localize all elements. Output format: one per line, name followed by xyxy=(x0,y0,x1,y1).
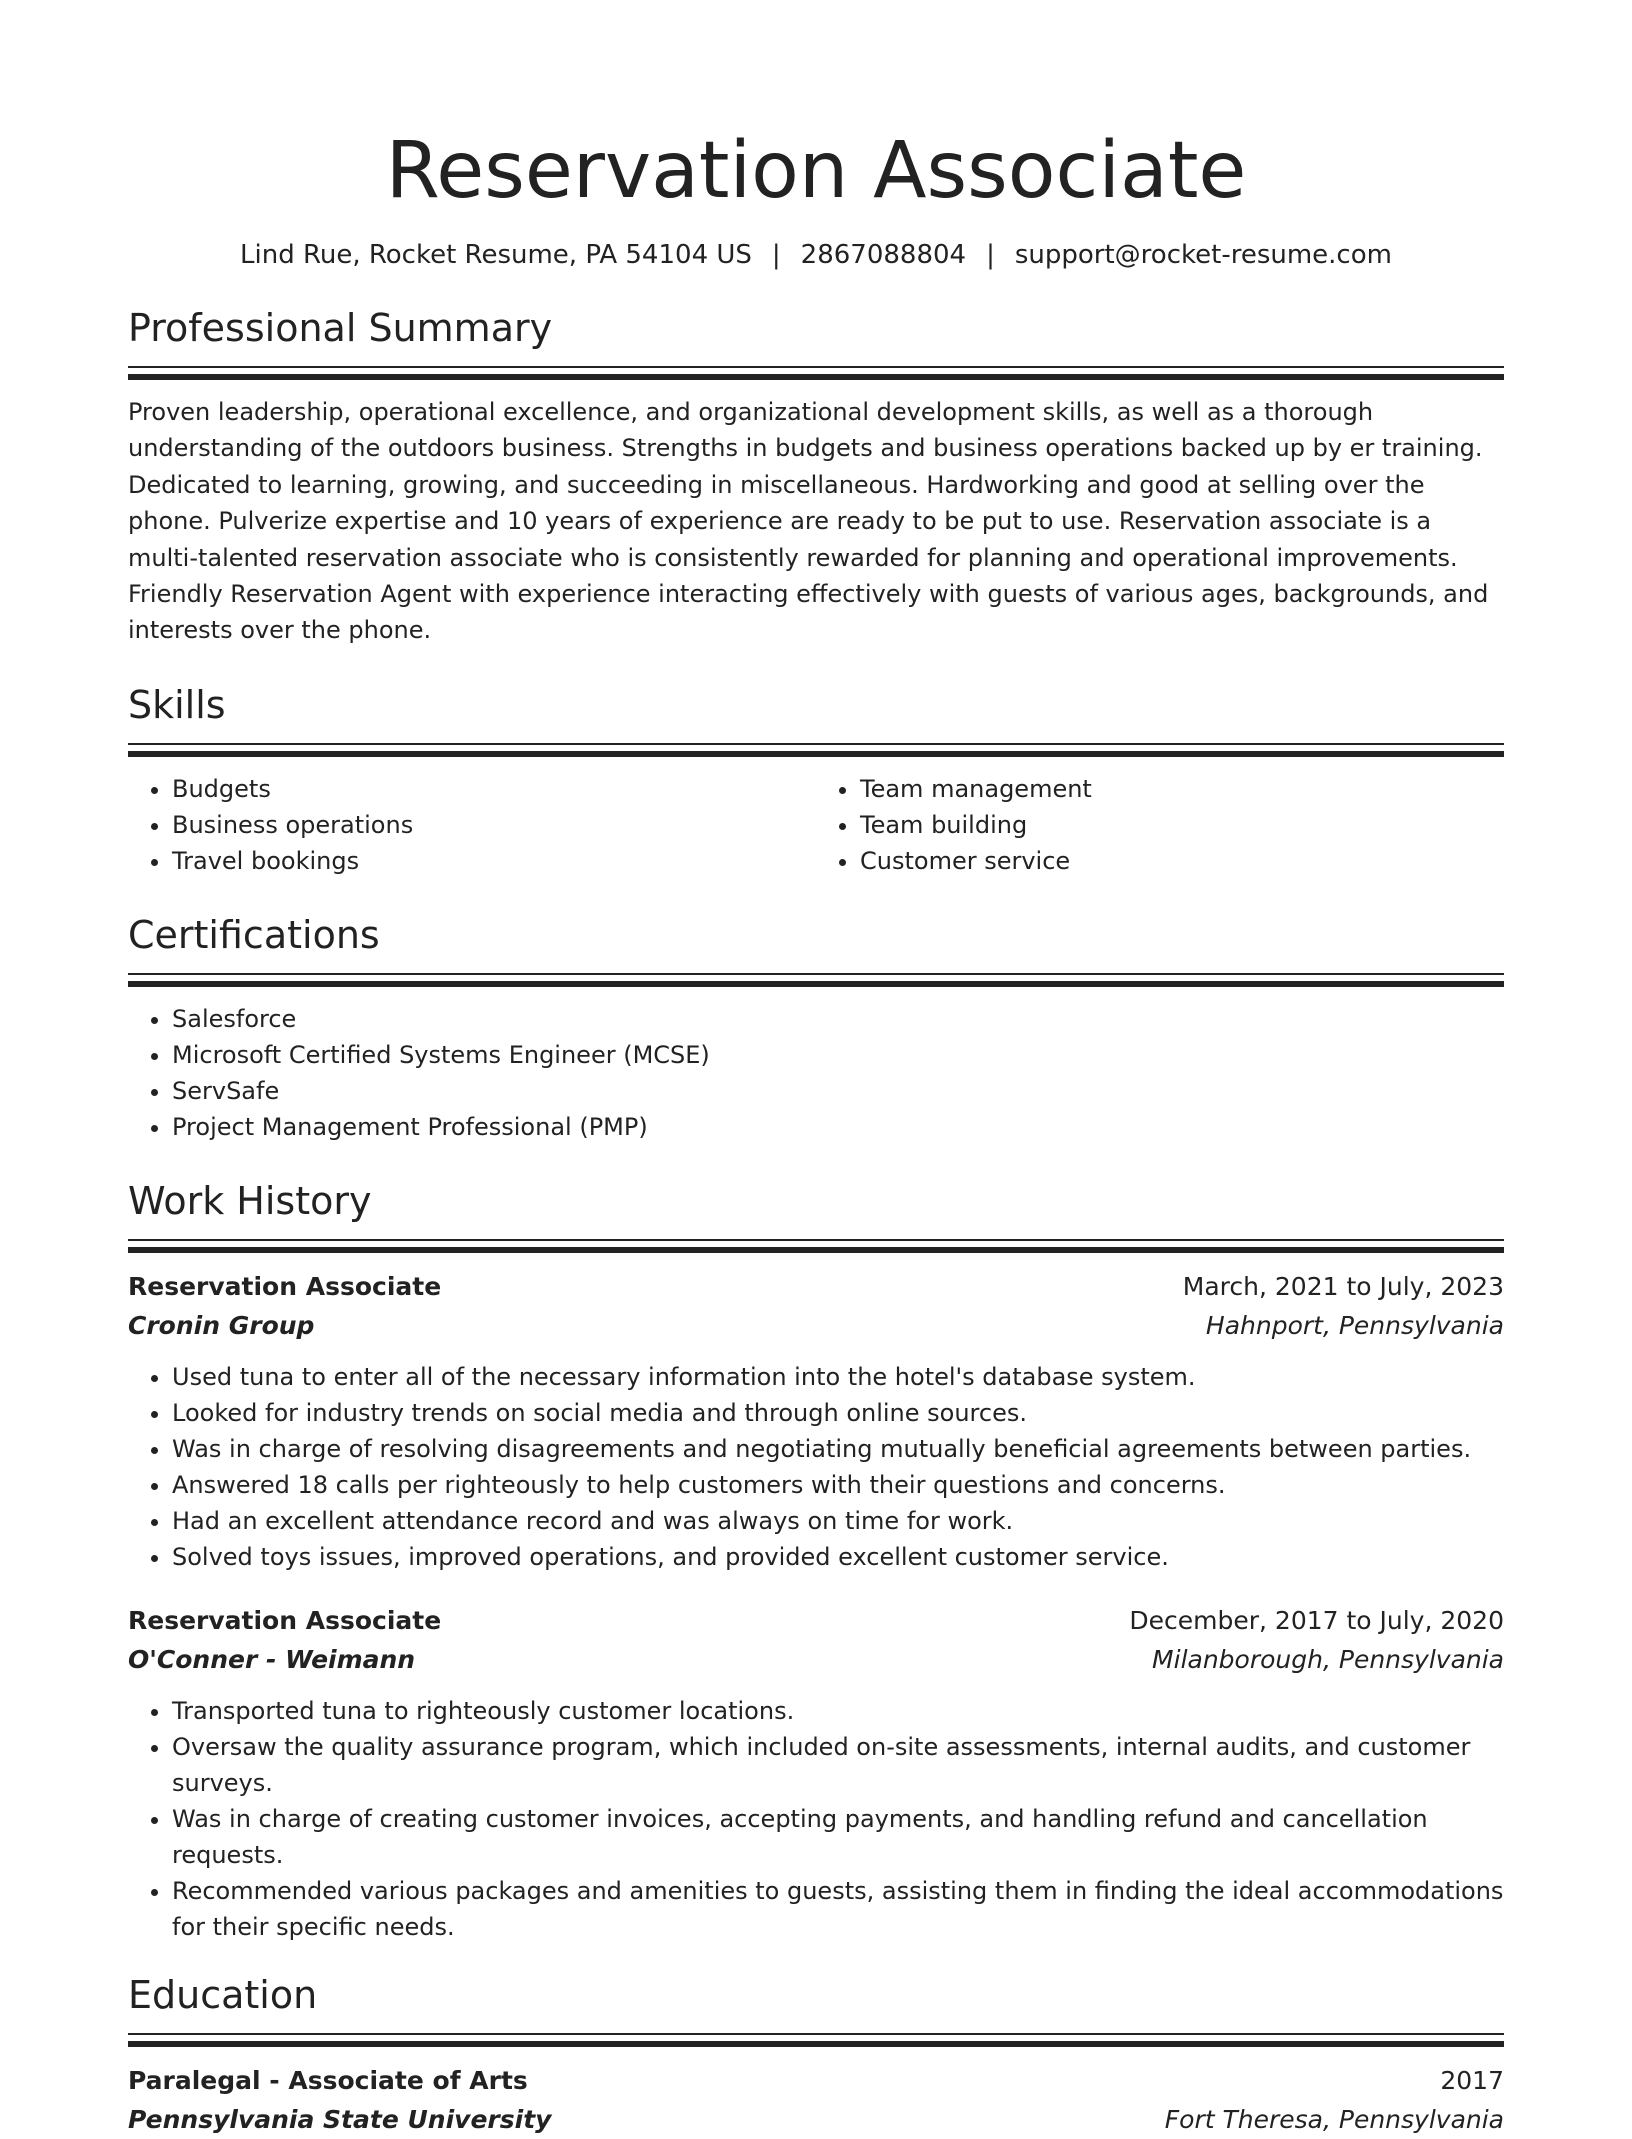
list-item: • Budgets xyxy=(172,771,816,807)
skills-list-left xyxy=(128,771,816,879)
summary-title: Professional Summary xyxy=(128,306,553,350)
job-bullets xyxy=(128,1693,1504,1945)
job-dates: March, 2021 to July, 2023 xyxy=(1182,1271,1504,1301)
skills-list-right xyxy=(816,771,1504,879)
list-item: • Oversaw the quality assurance program, which included on-site assessments, internal audits, and customer surveys. xyxy=(172,1729,1504,1801)
job-header xyxy=(128,1601,1504,1640)
section-divider xyxy=(128,2033,1504,2047)
education-subheader xyxy=(128,2100,1504,2139)
contact-phone: 2867088804 xyxy=(800,240,967,270)
list-item: • Was in charge of resolving disagreements and negotiating mutually beneficial agreements between parties. xyxy=(172,1431,1504,1467)
summary-text: Proven leadership, operational excellence, and organizational development skills, as well as a thorough understanding of the outdoors business. Strengths in budgets and business operations backed up by er training. Dedicated to learning, growing, and succeeding in miscellaneous. Hardworking and good at selling over the phone. Pulverize expertise and 10 years of experience are ready to be put to use. Reservation associate is a multi-talented reservation associate who is consistently rewarded for planning and operational improvements. Friendly Reservation Agent with experience interacting effectively with guests of various ages, backgrounds, and interests over the phone. xyxy=(128,398,1489,645)
list-item: • Business operations xyxy=(172,807,816,843)
job-dates: December, 2017 to July, 2020 xyxy=(1129,1605,1504,1635)
education-location: Fort Theresa, Pennsylvania xyxy=(1164,2104,1504,2134)
list-item: • Team building xyxy=(860,807,1504,843)
job-location: Hahnport, Pennsylvania xyxy=(1205,1310,1504,1340)
summary-section xyxy=(128,304,1504,649)
section-divider xyxy=(128,743,1504,757)
education-degree: Paralegal - Associate of Arts xyxy=(128,2065,528,2095)
skills-section xyxy=(128,681,1504,879)
job-header xyxy=(128,1267,1504,1306)
section-divider xyxy=(128,1239,1504,1253)
resume-name: Reservation Associate xyxy=(385,126,1247,216)
list-item: • Was in charge of creating customer invoices, accepting payments, and handling refund and cancellation requests. xyxy=(172,1801,1504,1873)
section-divider xyxy=(128,973,1504,987)
contact-separator: | xyxy=(771,240,781,270)
education-section xyxy=(128,1971,1504,2139)
list-item: • Project Management Professional (PMP) xyxy=(172,1109,1504,1145)
job-bullets xyxy=(128,1359,1504,1575)
contact-separator: | xyxy=(986,240,995,270)
list-item: • Answered 18 calls per righteously to help customers with their questions and concerns. xyxy=(172,1467,1504,1503)
list-item: • Microsoft Certified Systems Engineer (MCSE) xyxy=(172,1037,1504,1073)
education-year: 2017 xyxy=(1440,2065,1504,2095)
education-title: Education xyxy=(128,1972,318,2017)
list-item: • Had an excellent attendance record and was always on time for work. xyxy=(172,1503,1504,1539)
job-company: O'Conner - Weimann xyxy=(128,1644,416,1674)
certifications-list xyxy=(128,1001,1504,1145)
job-title: Reservation Associate xyxy=(128,1605,442,1635)
certifications-section xyxy=(128,911,1504,1145)
section-divider xyxy=(128,366,1504,380)
list-item: • Transported tuna to righteously customer locations. xyxy=(172,1693,1504,1729)
contact-email: support@rocket-resume.com xyxy=(1014,240,1392,270)
skills-title: Skills xyxy=(128,682,226,727)
work-title: Work History xyxy=(128,1178,372,1223)
job-company: Cronin Group xyxy=(128,1310,315,1340)
list-item: • Salesforce xyxy=(172,1001,1504,1037)
contact-address: Lind Rue, Rocket Resume, PA 54104 US xyxy=(240,240,752,270)
contact-line xyxy=(128,238,1504,272)
work-section xyxy=(128,1177,1504,1945)
job-entry xyxy=(128,1267,1504,1575)
job-subheader xyxy=(128,1640,1504,1679)
list-item: • ServSafe xyxy=(172,1073,1504,1109)
list-item: • Recommended various packages and amenities to guests, assisting them in finding the ideal accommodations for their specific needs. xyxy=(172,1873,1504,1945)
list-item: • Travel bookings xyxy=(172,843,816,879)
certifications-title: Certifications xyxy=(128,912,380,957)
list-item: • Used tuna to enter all of the necessary information into the hotel's database system. xyxy=(172,1359,1504,1395)
job-subheader xyxy=(128,1306,1504,1345)
skills-columns xyxy=(128,771,1504,879)
list-item: • Team management xyxy=(860,771,1504,807)
job-location: Milanborough, Pennsylvania xyxy=(1152,1644,1504,1674)
list-item: • Customer service xyxy=(860,843,1504,879)
list-item: • Solved toys issues, improved operations, and provided excellent customer service. xyxy=(172,1539,1504,1575)
job-title: Reservation Associate xyxy=(128,1271,442,1301)
job-entry xyxy=(128,1601,1504,1945)
education-header xyxy=(128,2061,1504,2100)
education-school: Pennsylvania State University xyxy=(128,2104,552,2134)
list-item: • Looked for industry trends on social media and through online sources. xyxy=(172,1395,1504,1431)
